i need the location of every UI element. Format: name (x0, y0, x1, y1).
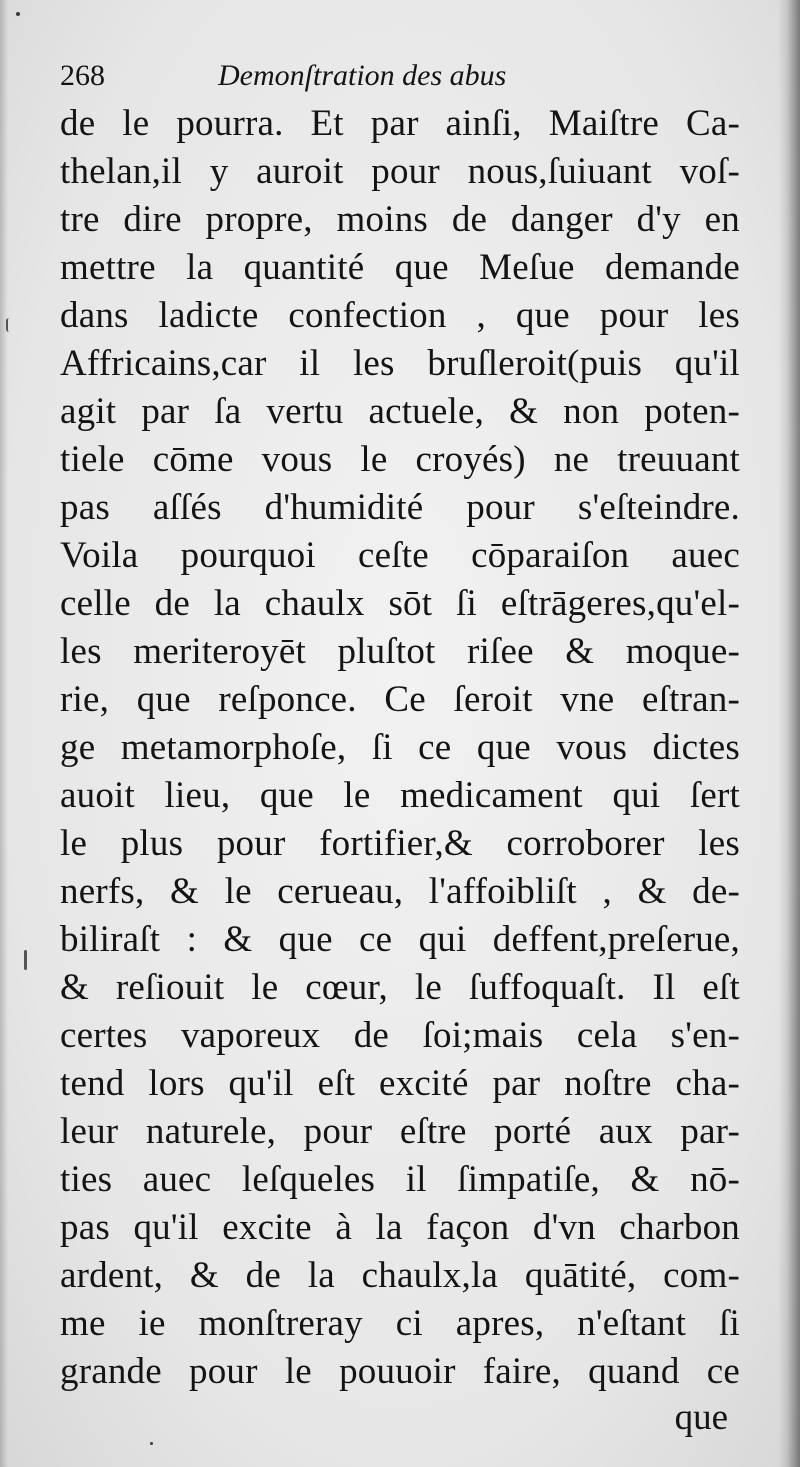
text-line: de le pourra. Et par ainſi, Maiſtre Ca- (60, 103, 740, 144)
page-gutter-shadow (778, 0, 800, 1467)
text-line: auoit lieu, que le medicament qui ſert (60, 775, 740, 816)
text-line: nerfs, & le cerueau, l'affoibliſt , & de- (60, 871, 740, 912)
text-line: ardent, & de la chaulx,la quātité, com- (60, 1255, 740, 1296)
text-line: grande pour le pouuoir faire, quand ce (60, 1351, 740, 1392)
text-line: me ie monſtreray ci apres, n'eſtant ſi (60, 1303, 740, 1344)
text-line: certes vaporeux de ſoi;mais cela s'en- (60, 1015, 740, 1056)
text-line: pas aſſés d'humidité pour s'eſteindre. (60, 487, 740, 528)
page-left-edge-shadow (0, 0, 8, 1467)
paper-speck (6, 318, 14, 332)
catchword: que (674, 1397, 728, 1438)
text-line: tend lors qu'il eſt excité par noſtre cha- (60, 1063, 740, 1104)
text-line: Affricains,car il les bruſleroit(puis qu'il (60, 343, 740, 384)
running-head-title: Demonſtration des abus (218, 59, 507, 92)
text-line: ties auec leſqueles il ſimpatiſe, & nō- (60, 1159, 740, 1200)
text-line: mettre la quantité que Meſue demande (60, 247, 740, 288)
running-head (60, 55, 580, 97)
paper-speck (150, 1442, 153, 1445)
text-line: biliraſt : & que ce qui deffent,preſerue, (60, 919, 740, 960)
text-line: rie, que reſponce. Ce ſeroit vne eſtran- (60, 679, 740, 720)
text-line: pas qu'il excite à la façon d'vn charbon (60, 1207, 740, 1248)
text-line: & reſiouit le cœur, le ſuffoquaſt. Il eſt (60, 967, 740, 1008)
text-line: dans ladicte confection , que pour les (60, 295, 740, 336)
text-line: agit par ſa vertu actuele, & non poten- (60, 391, 740, 432)
body-text (60, 100, 740, 1396)
text-line: le plus pour fortifier,& corroborer les (60, 823, 740, 864)
paper-speck (16, 12, 20, 16)
text-line: tre dire propre, moins de danger d'y en (60, 199, 740, 240)
text-line: celle de la chaulx sōt ſi eſtrāgeres,qu'el- (60, 583, 740, 624)
text-line: leur naturele, pour eſtre porté aux par- (60, 1111, 740, 1152)
page-number: 268 (60, 59, 105, 92)
text-line: tiele cōme vous le croyés) ne treuuant (60, 439, 740, 480)
text-line: thelan,il y auroit pour nous,ſuiuant voſ- (60, 151, 740, 192)
text-line: ge metamorphoſe, ſi ce que vous dictes (60, 727, 740, 768)
paper-speck (24, 950, 27, 970)
text-line: Voila pourquoi ceſte cōparaiſon auec (60, 535, 740, 576)
text-line: les meriteroyēt pluſtot riſee & moque- (60, 631, 740, 672)
